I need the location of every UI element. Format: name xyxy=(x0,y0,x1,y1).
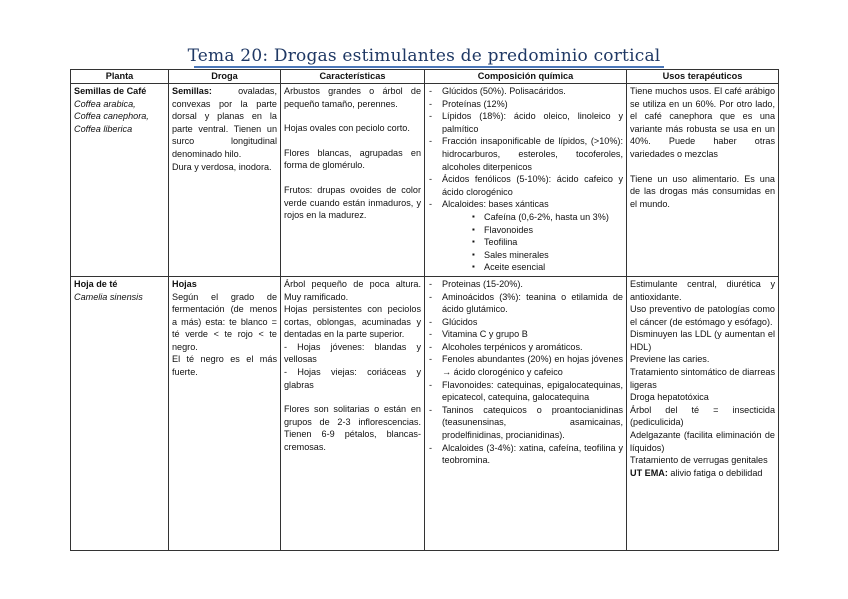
page-title: Tema 20: Drogas estimulantes de predominio cortical xyxy=(187,46,661,66)
alcaloides-label: Alcaloides: bases xánticas xyxy=(442,199,549,210)
species-name: Coffea canephora, xyxy=(74,111,149,122)
drugs-table xyxy=(70,69,779,551)
droga-label: Semillas: xyxy=(172,86,212,96)
alcaloide-item: ▪ Cafeína (0,6-2%, hasta un 3%) xyxy=(472,211,623,224)
composicion-item: - Proteinas (15-20%). xyxy=(428,278,623,291)
usos-item: Tiene muchos usos. El café arábigo se utiliza en un 60%. Por otro lado, el café canephora que es una variante más robusta se usa en un 40%. Puede haber otras variedades o mezclas xyxy=(630,86,775,159)
usos-item: Árbol del té = insecticida (pediculicida) xyxy=(630,404,775,428)
caracteristica-item: - Hojas jóvenes: blandas y vellosas xyxy=(284,341,421,365)
cell-caracteristicas xyxy=(281,276,425,550)
composicion-item: - Flavonoides: catequinas, epigalocatequinas, epicatecol, catequina, galocatequina xyxy=(428,379,623,404)
alcaloide-item: ▪ Flavonoides xyxy=(472,224,623,237)
composicion-item: - Glúcidos xyxy=(428,316,623,329)
usos-ema-label: UT EMA: xyxy=(630,467,668,478)
alcaloide-item: ▪ Teofilina xyxy=(472,236,623,249)
cell-usos xyxy=(627,276,779,550)
species-name: Coffea arabica, xyxy=(74,98,136,109)
caracteristica-item: Frutos: drupas ovoides de color verde cuando están inmaduros, y rojos en la madurez. xyxy=(284,184,421,221)
caracteristica-item: - Hojas viejas: coriáceas y glabras xyxy=(284,367,421,390)
header-composicion: Composición química xyxy=(425,70,627,84)
composicion-item: - Fracción insaponificable de lípidos, (>10%): hidrocarburos, esteroles, tocoferoles, alcoholes diterpenicos xyxy=(428,135,623,173)
alcaloide-item: ▪ Aceite esencial xyxy=(472,261,623,274)
droga-label: Hojas xyxy=(172,278,197,289)
caracteristica-item: Hojas ovales con peciolo corto. xyxy=(284,123,410,134)
caracteristica-item: Árbol pequeño de poca altura. Muy ramificado. xyxy=(284,278,421,302)
droga-text-2: El té negro es el más fuerte. xyxy=(172,354,277,378)
table-row-te xyxy=(71,276,779,550)
composicion-list xyxy=(428,278,623,467)
composicion-item: - Glúcidos (50%). Polisacáridos. xyxy=(428,85,623,98)
plant-name: Hoja de té xyxy=(74,278,118,289)
header-droga: Droga xyxy=(169,70,281,84)
composicion-item: - Alcaloides (3-4%): xatina, cafeína, teofilina y teobromina. xyxy=(428,442,623,467)
cell-usos xyxy=(627,84,779,277)
usos-item: Tiene un uso alimentario. Es una de las drogas más consumidas en el mundo. xyxy=(630,173,775,209)
composicion-item: - Aminoácidos (3%): teanina o etilamida de ácido glutámico. xyxy=(428,291,623,316)
table-row-cafe xyxy=(71,84,779,277)
cell-caracteristicas xyxy=(281,84,425,277)
composicion-list xyxy=(428,85,623,274)
usos-item: Estimulante central, diurética y antioxidante. xyxy=(630,278,775,302)
alcaloides-sublist xyxy=(442,211,623,274)
composicion-item: - Taninos catequicos o proantocianidinas (teasunensinas, asamicainas, prodelfinidinas, procianidinas). xyxy=(428,404,623,442)
usos-item: Previene las caries. xyxy=(630,354,710,365)
plant-name: Semillas de Café xyxy=(74,86,147,96)
composicion-item: - Ácidos fenólicos (5-10%): ácido cafeico y ácido clorogénico xyxy=(428,173,623,198)
composicion-item: - Alcoholes terpénicos y aromáticos. xyxy=(428,341,623,354)
caracteristica-item: Arbustos grandes o árbol de pequeño tamaño, perennes. xyxy=(284,86,421,109)
cell-composicion xyxy=(425,84,627,277)
usos-ema-text: alivio fatiga o debilidad xyxy=(670,467,763,478)
composicion-item: - Proteínas (12%) xyxy=(428,98,623,111)
caracteristica-item: Flores blancas, agrupadas en forma de glomérulo. xyxy=(284,147,421,171)
droga-text-2: Dura y verdosa, inodora. xyxy=(172,161,272,172)
usos-item: Adelgazante (facilita eliminación de líquidos) xyxy=(630,430,775,453)
alcaloide-item: ▪ Sales minerales xyxy=(472,249,623,262)
title-underline xyxy=(194,66,664,68)
species-name: Coffea liberica xyxy=(74,123,133,134)
droga-text: Según el grado de fermentación (de menos a más) esta: te blanco = té verde < te rojo < te negro. xyxy=(172,291,277,352)
usos-item: Droga hepatotóxica xyxy=(630,392,709,403)
usos-item-ema xyxy=(630,467,775,480)
composicion-item: - Vitamina C y grupo B xyxy=(428,328,623,341)
cell-composicion xyxy=(425,276,627,550)
caracteristica-item: Hojas persistentes con peciolos cortas, oblongas, acuminadas y dentadas en la parte superior. xyxy=(284,304,421,340)
cell-planta xyxy=(71,84,169,277)
composicion-item: - Lípidos (18%): ácido oleico, linoleico y palmítico xyxy=(428,110,623,135)
caracteristica-item: Flores son solitarias o están en grupos de 2-3 inflorescencias. Tienen 6-9 pétalos, blancas-cremosas. xyxy=(284,404,421,453)
usos-item: Tratamiento de verrugas genitales xyxy=(630,455,768,466)
cell-droga xyxy=(169,276,281,550)
table-header-row xyxy=(71,70,779,84)
usos-item: Disminuyen las LDL (y aumentan el HDL) xyxy=(630,329,775,352)
cell-droga xyxy=(169,84,281,277)
usos-item: Tratamiento sintomático de diarreas ligeras xyxy=(630,367,775,390)
header-caracteristicas: Características xyxy=(281,70,425,84)
header-planta: Planta xyxy=(71,70,169,84)
header-usos: Usos terapéuticos xyxy=(627,70,779,84)
cell-planta xyxy=(71,276,169,550)
species-name: Camelia sinensis xyxy=(74,291,143,302)
droga-text: ovaladas, convexas por la parte dorsal y planas en la parte ventral. Tienen un surco longitudinal denominado hilo. xyxy=(172,86,277,159)
composicion-item: - Fenoles abundantes (20%) en hojas jóvenes → ácido clorogénico y cafeico xyxy=(428,353,623,378)
usos-item: Uso preventivo de patologías como el cáncer (de estómago y esófago). xyxy=(630,304,775,327)
composicion-item xyxy=(428,198,623,274)
